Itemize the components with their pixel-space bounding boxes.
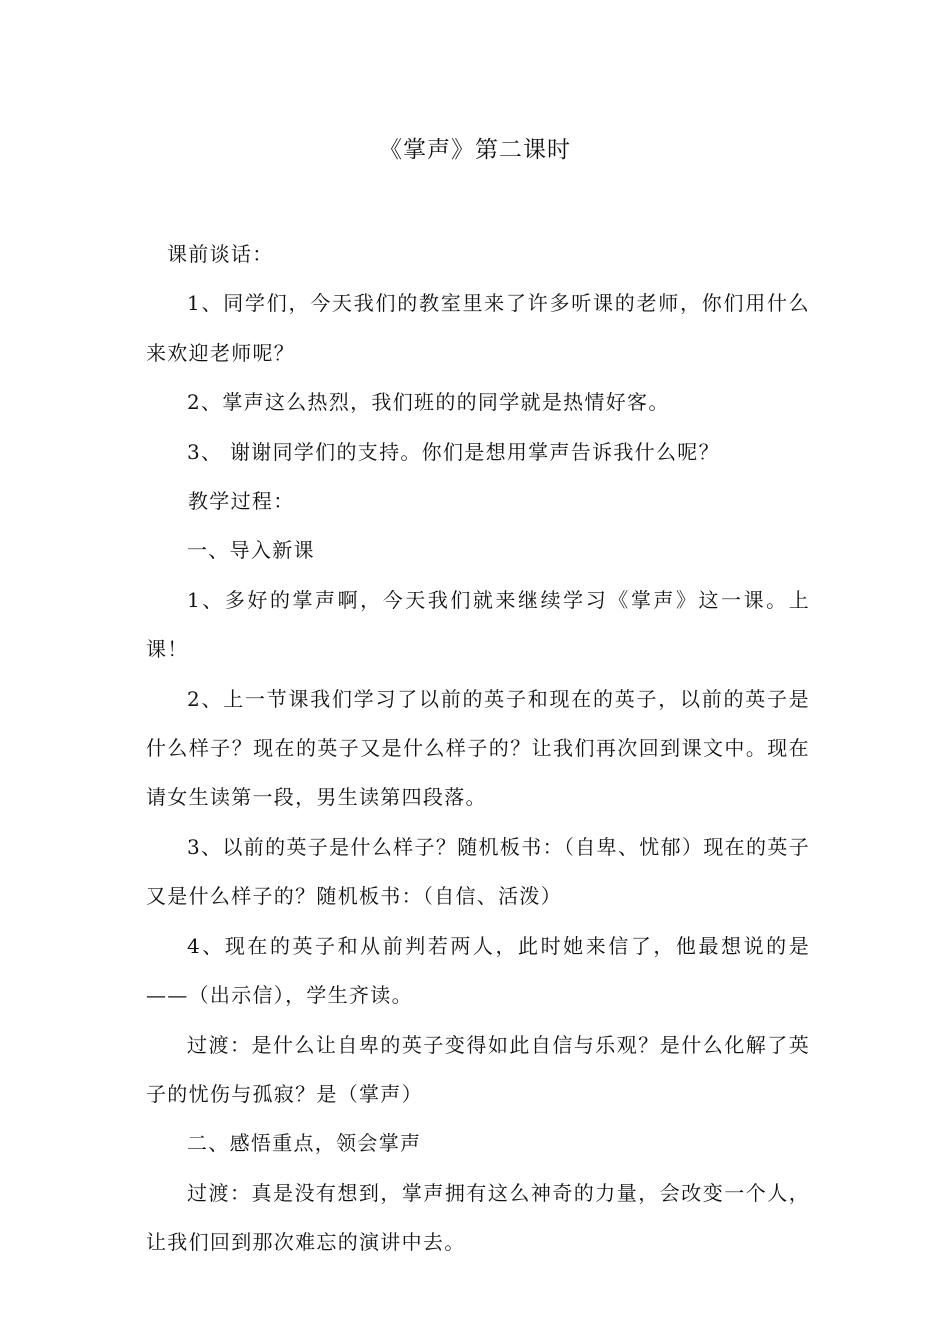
paragraph-s1-3: 3、以前的英子是什么样子？随机板书：（自卑、忧郁）现在的英子又是什么样子的？随机板书：（自信、活泼） <box>146 834 810 909</box>
paragraph-section-1: 一、导入新课 <box>187 538 315 563</box>
paragraph-s1-4: 4、现在的英子和从前判若两人，此时她来信了，他最想说的是——（出示信），学生齐读。 <box>146 933 810 1008</box>
paragraph-section-2: 二、感悟重点，领会掌声 <box>187 1131 422 1156</box>
paragraph-pre-talk-heading: 课前谈话： <box>167 242 274 266</box>
paragraph-s1-1: 1、多好的掌声啊，今天我们就来继续学习《掌声》这一课。上课！ <box>146 587 810 662</box>
paragraph-pre-3: 3、 谢谢同学们的支持。你们是想用掌声告诉我什么呢？ <box>187 439 720 464</box>
paragraph-transition-2: 过渡：真是没有想到，掌声拥有这么神奇的力量，会改变一个人，让我们回到那次难忘的演讲中去。 <box>146 1180 810 1255</box>
paragraph-transition-1: 过渡：是什么让自卑的英子变得如此自信与乐观？是什么化解了英子的忧伤与孤寂？是（掌声） <box>146 1032 810 1106</box>
paragraph-process-heading: 教学过程： <box>188 489 295 514</box>
paragraph-pre-1: 1、同学们，今天我们的教室里来了许多听课的老师，你们用什么来欢迎老师呢？ <box>146 291 810 365</box>
document-title: 《掌声》第二课时 <box>379 137 571 163</box>
document-body <box>146 230 810 1268</box>
paragraph-s1-2: 2、上一节课我们学习了以前的英子和现在的英子，以前的英子是什么样子？现在的英子又是什么样子的？让我们再次回到课文中。现在请女生读第一段，男生读第四段落。 <box>146 686 810 810</box>
paragraph-pre-2: 2、掌声这么热烈，我们班的的同学就是热情好客。 <box>187 390 670 415</box>
